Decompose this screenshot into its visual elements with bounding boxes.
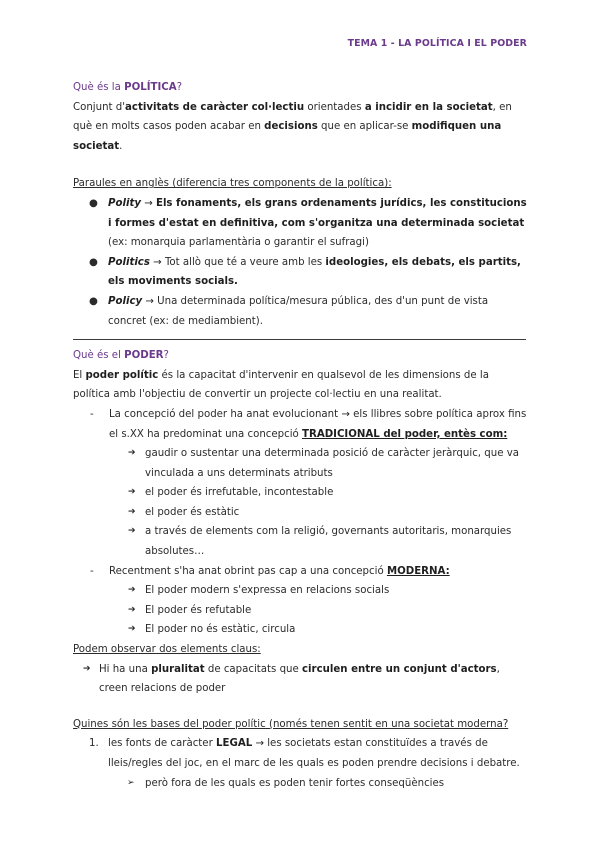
- list-item-policy: ● Policy → Una determinada política/mesura pública, des d'un punt de vista concret (ex: de mediambient).: [73, 292, 528, 331]
- tradicional-sublist: [73, 444, 528, 562]
- list-item: ➔ El poder no és estàtic, circula: [73, 620, 528, 640]
- arrow-icon: ➔: [128, 604, 136, 615]
- heading-bases-poder: Quines són les bases del poder polític (només tenen sentit en una societat moderna?: [73, 718, 509, 730]
- moderna-sublist: [73, 581, 528, 640]
- heading-paraules-angles: Paraules en anglès (diferencia tres components de la política):: [73, 178, 392, 190]
- heading-elements-claus: Podem observar dos elements claus:: [73, 644, 261, 656]
- list-item-tradicional: - La concepció del poder ha anat evolucionant → els llibres sobre política aprox fins el s.XX ha predominat una concepció TRADICIONAL del poder, entès com:: [90, 408, 527, 440]
- arrow-icon: ➔: [128, 506, 136, 517]
- terms-list: [73, 194, 528, 331]
- bullet-icon: ●: [89, 197, 98, 209]
- list-item: ➢ però fora de les quals es poden tenir fortes conseqüències: [73, 774, 528, 794]
- list-item-politics: ● Politics → Tot allò que té a veure amb les ideologies, els debats, els partits, els moviments socials.: [73, 253, 528, 292]
- list-item: ➔ gaudir o sustentar una determinada posició de caràcter jeràrquic, que va vinculada a uns determinats atributs: [73, 444, 528, 483]
- arrow-icon: ➔: [128, 624, 136, 635]
- bases-list: [73, 734, 528, 773]
- list-item: ➔ el poder és irrefutable, incontestable: [73, 483, 528, 503]
- list-item-polity: ● Polity → Els fonaments, els grans ordenaments jurídics, les constitucions i formes d'estat en definitiva, com s'organitza una determinada societat (ex: monarquia parlamentària o garantir el sufragi): [73, 194, 528, 253]
- triangle-arrow-icon: ➢: [127, 777, 135, 788]
- document-body: [73, 78, 528, 793]
- definition-politica: Conjunt d'activitats de caràcter col·lectiu orientades a incidir en la societat, en què en molts casos poden acabar en decisions que en aplicar-se modifiquen una societat.: [73, 101, 512, 152]
- bullet-icon: ●: [89, 256, 98, 268]
- question-poder: Què és el PODER?: [73, 350, 169, 362]
- arrow-icon: ➔: [128, 487, 136, 498]
- arrow-icon: ➔: [128, 585, 136, 596]
- list-item-moderna: - Recentment s'ha anat obrint pas cap a una concepció MODERNA:: [90, 565, 450, 577]
- arrow-icon: ➔: [128, 448, 136, 459]
- horizontal-divider: [73, 339, 526, 340]
- definition-poder: El poder polític és la capacitat d'intervenir en qualsevol de les dimensions de la política amb l'objectiu de convertir un projecte col·lectiu en una realitat.: [73, 369, 489, 401]
- list-item-legal: 1. les fonts de caràcter LEGAL → les societats estan constituïdes a través de lleis/regles del joc, en el marc de les quals es poden prendre decisions i debatre.: [89, 738, 520, 769]
- question-politica: Què és la POLÍTICA?: [73, 82, 183, 93]
- list-item: ➔ a través de elements com la religió, governants autoritaris, monarquies absolutes…: [73, 522, 528, 561]
- bullet-icon: ●: [89, 295, 98, 307]
- poder-concepts-list: [73, 405, 528, 444]
- arrow-icon: ➔: [83, 663, 91, 674]
- arrow-icon: ➔: [128, 526, 136, 537]
- list-item: ➔ el poder és estàtic: [73, 503, 528, 523]
- list-item: ➔ El poder modern s'expressa en relacions socials: [73, 581, 528, 601]
- list-item: ➔ El poder és refutable: [73, 601, 528, 621]
- document-header: TEMA 1 - LA POLÍTICA I EL PODER: [347, 38, 527, 49]
- list-item-pluralitat: ➔ Hi ha una pluralitat de capacitats que circulen entre un conjunt d'actors, creen relacions de poder: [73, 660, 528, 699]
